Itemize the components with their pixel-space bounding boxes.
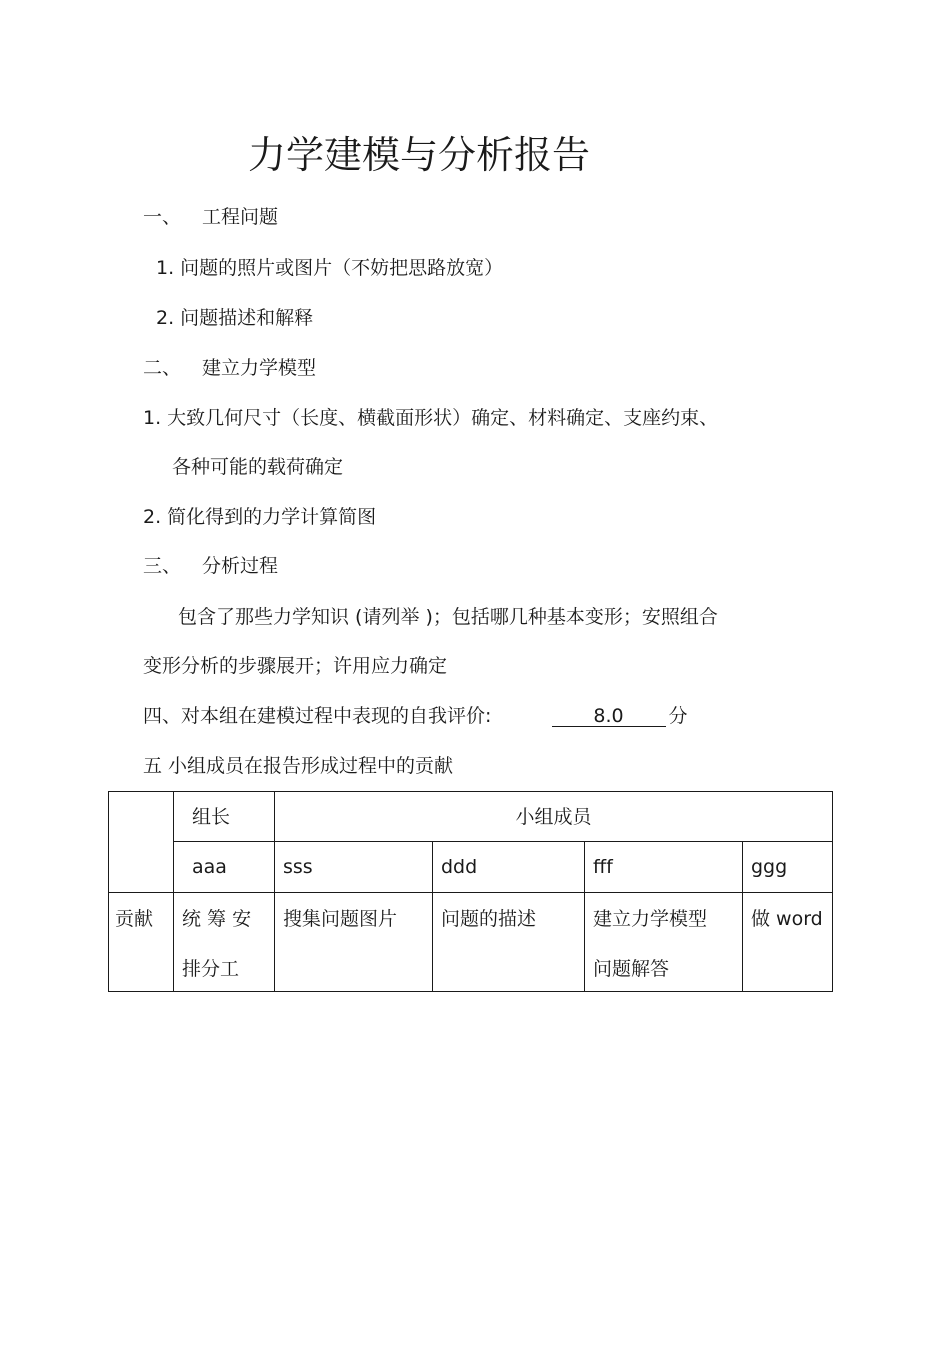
header-leader: 组长 [174, 792, 275, 842]
contribution-table [108, 791, 833, 992]
contrib-member-4: 做 word [743, 893, 833, 992]
contrib-member-3-line-1: 建立力学模型 [593, 908, 708, 930]
page-title: 力学建模与分析报告 [248, 133, 591, 177]
name-member-1: sss [275, 842, 433, 893]
contrib-leader [174, 893, 275, 992]
name-member-3: fff [585, 842, 743, 893]
section-2-item-1-line-2: 各种可能的载荷确定 [172, 456, 344, 478]
section-2-heading: 建立力学模型 [202, 357, 317, 379]
contrib-leader-line-2: 排分工 [182, 958, 240, 980]
section-3-heading: 分析过程 [202, 555, 279, 577]
contrib-member-2: 问题的描述 [433, 893, 585, 992]
section-4-label: 四、对本组在建模过程中表现的自我评价: [143, 705, 492, 727]
contrib-leader-line-1: 统 筹 安 [182, 908, 252, 930]
header-members: 小组成员 [275, 792, 833, 842]
contrib-member-3-line-2: 问题解答 [593, 958, 670, 980]
section-4-self-evaluation [143, 704, 688, 728]
section-3-paragraph-line-2: 变形分析的步骤展开；许用应力确定 [143, 655, 448, 677]
self-score: 8.0 [552, 706, 666, 727]
score-unit: 分 [668, 705, 688, 727]
name-member-4: ggg [743, 842, 833, 893]
section-1-heading: 工程问题 [202, 206, 279, 228]
name-leader: aaa [174, 842, 275, 893]
name-member-2: ddd [433, 842, 585, 893]
row-label-contribution: 贡献 [109, 893, 174, 992]
section-2-item-2: 2. 简化得到的力学计算简图 [143, 506, 377, 528]
section-3-paragraph-line-1: 包含了那些力学知识 (请列举 )；包括哪几种基本变形；安照组合 [178, 606, 718, 628]
section-2-number: 二、 [143, 357, 182, 379]
table-corner-cell [109, 792, 174, 893]
section-3-number: 三、 [143, 555, 182, 577]
section-1-number: 一、 [143, 206, 182, 228]
contrib-member-3 [585, 893, 743, 992]
section-1-item-2: 2. 问题描述和解释 [156, 307, 314, 329]
section-1-item-1: 1. 问题的照片或图片（不妨把思路放宽） [156, 257, 504, 279]
section-2-item-1-line-1: 1. 大致几何尺寸（长度、横截面形状）确定、材料确定、支座约束、 [143, 407, 719, 429]
contrib-member-1: 搜集问题图片 [275, 893, 433, 992]
section-5-heading: 五 小组成员在报告形成过程中的贡献 [143, 755, 454, 777]
